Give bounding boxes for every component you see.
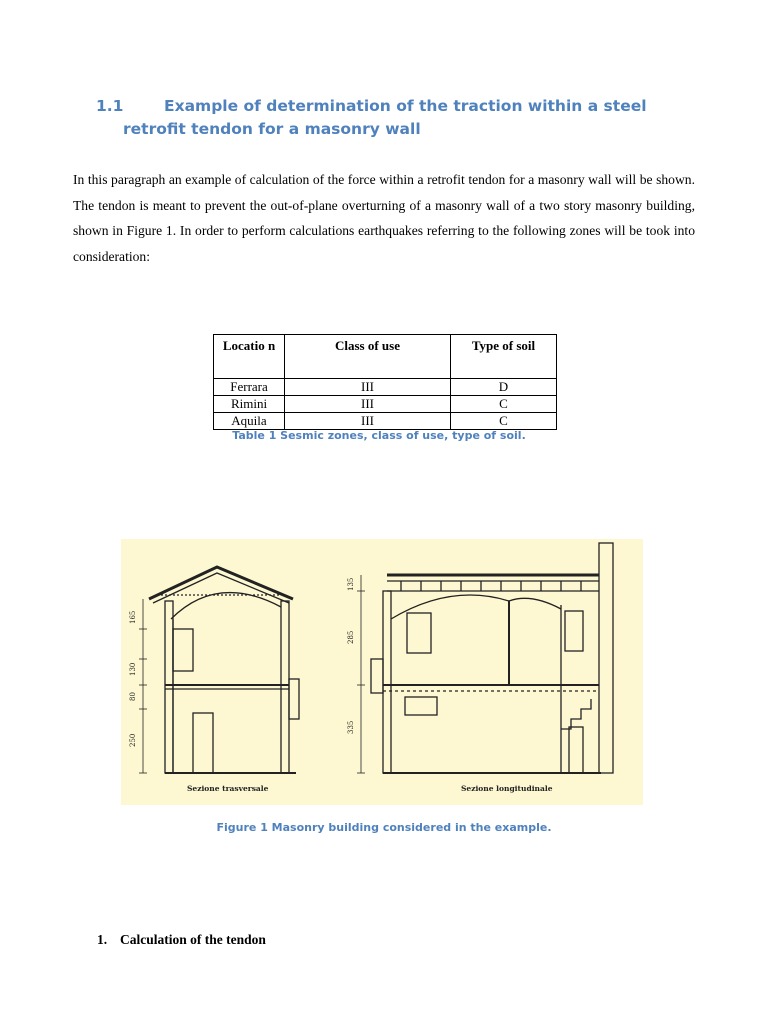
- subsection-heading: [97, 932, 266, 948]
- table-header-location: Locatio n: [214, 335, 285, 379]
- subsection-number: 1.: [97, 932, 108, 947]
- table-header-soil: Type of soil: [451, 335, 557, 379]
- right-dim-3: 335: [347, 720, 355, 734]
- table-cell: III: [285, 396, 451, 413]
- table-cell: Ferrara: [214, 379, 285, 396]
- figure-caption: Figure 1 Masonry building considered in the example.: [216, 821, 552, 834]
- heading-line-2: retrofit tendon for a masonry wall: [123, 120, 421, 138]
- table-cell: C: [451, 396, 557, 413]
- left-dim-1: 165: [129, 610, 137, 624]
- table-header-class: Class of use: [285, 335, 451, 379]
- table-cell: III: [285, 379, 451, 396]
- intro-paragraph: In this paragraph an example of calculation of the force within a retrofit tendon for a masonry wall will be shown. The tendon is meant to prevent the out-of-plane overturning of a masonry wall of a two story masonry building, shown in Figure 1. In order to perform calculations earthquakes referring to the following zones will be took into consideration:: [73, 172, 695, 264]
- table-row: [214, 413, 557, 430]
- heading-number: 1.1: [96, 97, 124, 115]
- table-cell: C: [451, 413, 557, 430]
- building-section-figure: [121, 539, 643, 805]
- table-header-row: [214, 335, 557, 379]
- longitudinal-section-label: Sezione longitudinale: [461, 784, 553, 793]
- heading-line-1: Example of determination of the traction within a steel: [164, 97, 647, 115]
- table-cell: Rimini: [214, 396, 285, 413]
- table-cell: D: [451, 379, 557, 396]
- right-dim-1: 135: [347, 577, 355, 591]
- table-row: [214, 396, 557, 413]
- seismic-zones-table: [213, 334, 557, 430]
- table-cell: III: [285, 413, 451, 430]
- table-row: [214, 379, 557, 396]
- longitudinal-section-drawing: [357, 543, 613, 773]
- section-heading: [96, 95, 706, 141]
- table-cell: Aquila: [214, 413, 285, 430]
- transverse-section-drawing: [139, 567, 299, 773]
- left-dim-2: 130: [129, 662, 137, 676]
- right-dim-2: 285: [347, 630, 355, 644]
- table-caption: Table 1 Sesmic zones, class of use, type of soil.: [232, 429, 526, 442]
- transverse-section-label: Sezione trasversale: [187, 784, 269, 793]
- left-dim-3: 80: [129, 692, 137, 701]
- subsection-title: Calculation of the tendon: [120, 932, 266, 947]
- left-dim-4: 250: [129, 733, 137, 747]
